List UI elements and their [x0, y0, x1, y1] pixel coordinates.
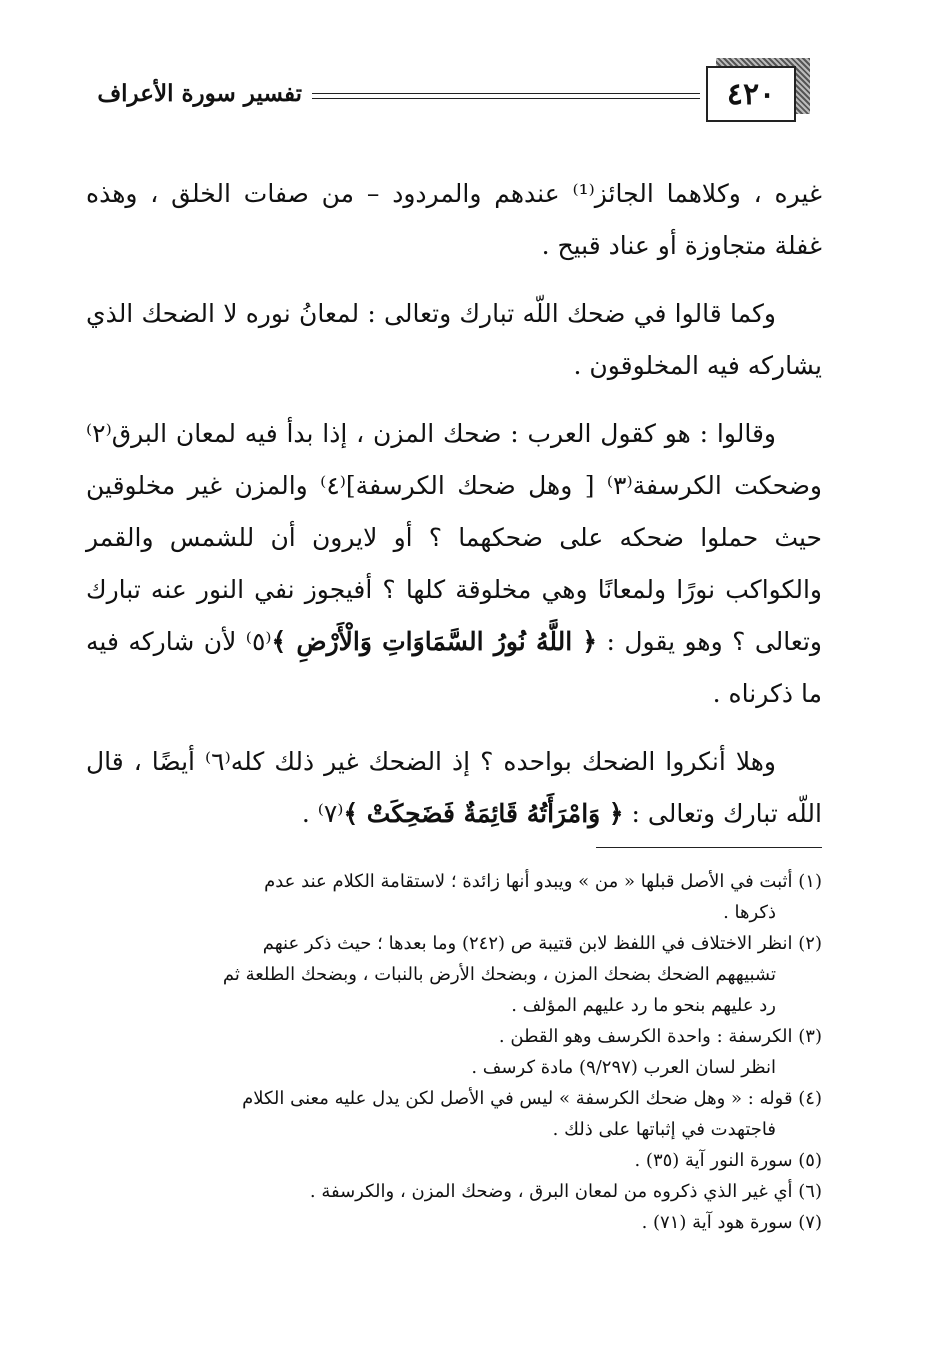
footnote-3-cont: انظر لسان العرب (٩/٢٩٧) مادة كرسف . — [471, 1057, 776, 1078]
paragraph-4 — [86, 736, 822, 840]
footnote-1: (١) أثبت في الأصل قبلها « من » ويبدو أنها زائدة ؛ لاستقامة الكلام عند عدم — [264, 871, 822, 892]
footnote-2: (٢) انظر الاختلاف في اللفظ لابن قتيبة ص (٢٤٢) وما بعدها ؛ حيث ذكر عنهم — [262, 933, 822, 954]
footnote-5: (٥) سورة النور آية (٣٥) . — [634, 1150, 822, 1171]
main-text — [86, 168, 822, 856]
paragraph-4-text: وهلا أنكروا الضحك بواحده ؟ إذ الضحك غير ذلك كله⁽٦⁾ أيضًا ، قال اللّه تبارك وتعالى : — [86, 747, 822, 828]
footnote-3: (٣) الكرسفة : واحدة الكرسف وهو القطن . — [498, 1026, 822, 1047]
footnote-7: (٧) سورة هود آية (٧١) . — [641, 1212, 822, 1233]
page-number: ٤٢٠ — [726, 76, 776, 112]
paragraph-3-text: وقالوا : هو كقول العرب : ضحك المزن ، إذا بدأ فيه لمعان البرق⁽٢⁾ وضحكت الكرسفة⁽٣⁾ [ وهل ضحك الكرسفة]⁽٤⁾ والمزن غير مخلوقين حيث حملوا ضحكه على ضحكهما ؟ أو لايرون أن للشمس والقمر والكواكب نورًا ولمعانًا وهي مخلوقة كلها ؟ أفيجوز نفي النور عنه تبارك وتعالى ؟ وهو يقول : — [86, 419, 823, 656]
footnote-1-cont: ذكرها . — [723, 902, 776, 923]
footnote-4: (٤) قوله : « وهل ضحك الكرسفة » ليس في الأصل لكن يدل عليه معنى الكلام — [242, 1088, 822, 1109]
running-title: تفسير سورة الأعراف — [97, 80, 302, 107]
quran-verse-an-nur: ﴿ اللَّهُ نُورُ السَّمَاوَاتِ وَالْأَرْضِ ﴾ — [271, 627, 598, 656]
paragraph-3 — [86, 408, 822, 720]
footnote-2-cont-2: رد عليهم بنحو ما رد عليهم المؤلف . — [511, 995, 776, 1016]
paragraph-4-tail: ⁽٧⁾ . — [301, 799, 344, 828]
footnote-separator — [596, 847, 822, 848]
header-rule — [312, 93, 700, 99]
footnotes — [80, 866, 822, 1238]
footnote-4-cont: فاجتهدت في إثباتها على ذلك . — [552, 1119, 776, 1140]
quran-verse-hud: ﴿ وَامْرَأَتُهُ قَائِمَةٌ فَضَحِكَتْ ﴾ — [343, 799, 624, 828]
paragraph-1: غيره ، وكلاهما الجائز⁽¹⁾ عندهم والمردود – من صفات الخلق ، وهذه غفلة متجاوزة أو عناد قبيح . — [86, 179, 822, 260]
footnote-6: (٦) أي غير الذي ذكروه من لمعان البرق ، وضحك المزن ، والكرسفة . — [309, 1181, 822, 1202]
paragraph-2: وكما قالوا في ضحك اللّه تبارك وتعالى : لمعانُ نوره لا الضحك الذي يشاركه فيه المخلوقون . — [86, 299, 822, 380]
footnote-2-cont: تشبيههم الضحك بضحك المزن ، وبضحك الأرض بالنبات ، وبضحك الطلعة ثم — [222, 964, 776, 985]
page-number-box — [706, 66, 796, 122]
paragraph-3-tail: ⁽٥⁾ لأن شاركه فيه ما ذكرناه . — [86, 627, 822, 708]
